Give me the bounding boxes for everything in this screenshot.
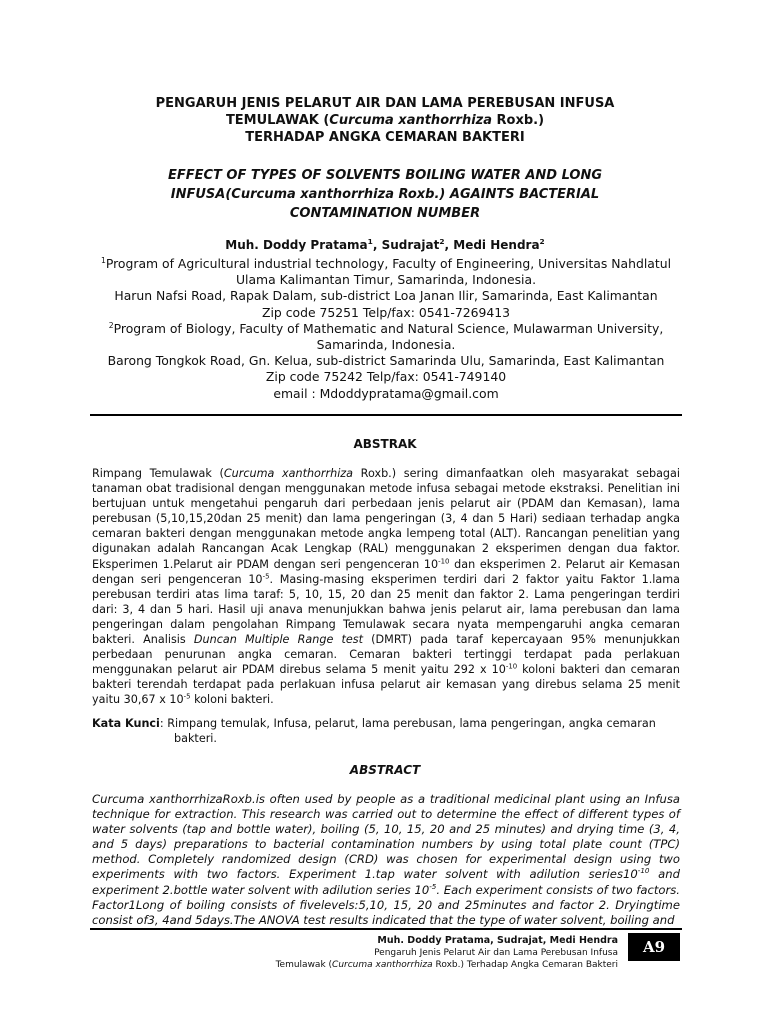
footer-line-3-pre: Temulawak ( [275,960,333,970]
title-line-2-post: Roxb.) [492,113,545,128]
abstrak-text-f: koloni bakteri dan cemaran bakteri terendah terdapat pada perlakuan infusa pelarut air kemasan yang direbus selama 25 menit yaitu 30,67 x 10 [92,663,680,707]
page-number-badge: A9 [628,933,680,961]
aff1-sup: 1 [100,255,106,265]
aff2-sup: 2 [108,320,114,330]
etitle-line-1: EFFECT OF TYPES OF SOLVENTS BOILING WATER AND LONG [167,168,603,183]
author-1-sup: 1 [367,237,373,246]
abstrak-text-a: Rimpang Temulawak ( [92,467,224,480]
aff2-line-4: Zip code 75242 Telp/fax: 0541-749140 [265,369,507,385]
abstrak-sup-2: -5 [262,571,270,580]
footer-line-3-post: Roxb.) Terhadap Angka Cemaran Bakteri [432,960,618,970]
running-footer [200,935,618,971]
aff1-line-2: Ulama Kalimantan Timur, Samarinda, Indonesia. [235,272,537,288]
abstrak-heading: ABSTRAK [353,437,417,451]
abstrak-paragraph [92,466,680,708]
abstract-text-c: . Each experiment consists of two factors. Factor1Long of boiling consists of fivelevels:5,10, 15, 20 and 25minutes and factor 2. Dryingtime consist of3, 4and 5days.The ANOVA test results indicated that the type of water solvent, boiling and [92,882,680,927]
paper-title-indonesian [90,95,680,146]
abstract-text-b: and experiment 2.bottle water solvent with adilution series 10 [92,867,680,897]
etitle-line-3: CONTAMINATION NUMBER [289,206,481,221]
footer-divider [90,928,682,930]
author-2-sup: 2 [439,237,445,246]
footer-species: Curcuma xanthorrhiza [332,960,433,970]
aff1-line-3: Harun Nafsi Road, Rapak Dalam, sub-district Loa Janan Ilir, Samarinda, East Kalimantan [114,288,658,304]
abstract-text-a: Curcuma xanthorrhizaRoxb.is often used by people as a traditional medicinal plant using an Infusa technique for extraction. This research was carried out to determine the effect of different types of water solvents (tap and bottle water), boiling (5, 10, 15, 20 and 25 minutes) and drying time (3, 4, and 5 days) preparations to bacterial contamination numbers by using total plate count (TPC) method. Completely randomized design (CRD) was chosen for experimental design using two experiments with two factors. Experiment 1.tap water solvent with adilution series10 [92,792,680,882]
header-divider [90,414,682,416]
abstract-paragraph [92,792,680,928]
abstrak-text-e: (DMRT) pada taraf kepercayaan 95% menunjukkan perbedaan penurunan angka cemaran. Cemaran bakteri tertinggi terdapat pada perlakuan menggunakan pelarut air PDAM direbus selama 5 menit yaitu 292 x 10 [92,633,680,677]
affiliations [88,256,684,402]
author-3: , Medi Hendra [444,238,540,252]
abstrak-sup-4: -5 [183,692,191,701]
abstrak-dmrt: Duncan Multiple Range test [193,633,363,647]
abstrak-text-d: . Masing-masing eksperimen terdiri dari 2 faktor yaitu Faktor 1.lama perebusan terdiri atas lima taraf: 5, 10, 15, 20 dan 25 menit dan faktor 2. Lama pengeringan terdiri dari: 3, 4 dan 5 hari. Hasil uji anava menunjukkan bahwa jenis pelarut air, lama perebusan dan lama pengeringan dalam pengolahan Rimpang Temulawak secara nyata mempengaruhi angka cemaran bakteri. Analisis [92,572,680,647]
author-3-sup: 2 [539,237,545,246]
footer-line-2: Pengaruh Jenis Pelarut Air dan Lama Perebusan Infusa [374,948,618,958]
aff1-line-4: Zip code 75251 Telp/fax: 0541-7269413 [261,304,511,320]
title-line-2-pre: TEMULAWAK ( [225,113,330,128]
aff2-line-3: Barong Tongkok Road, Gn. Kelua, sub-district Samarinda Ulu, Samarinda, East Kalimantan [107,353,665,369]
abstract-heading: ABSTRACT [349,763,421,777]
paper-title-english [90,166,680,223]
footer-line-3 [200,959,618,971]
abstract-sup-1: -10 [637,866,650,876]
title-line-2 [90,112,680,129]
title-line-3: TERHADAP ANGKA CEMARAN BAKTERI [245,130,525,145]
keywords-text: : Rimpang temulak, Infusa, pelarut, lama perebusan, lama pengeringan, angka cemaran [159,717,656,730]
title-species-name: Curcuma xanthorrhiza [329,113,492,128]
etitle-line-2: INFUSA(Curcuma xanthorrhiza Roxb.) AGAINTS BACTERIAL [170,187,600,202]
abstract-sup-2: -5 [429,881,437,891]
abstrak-text-g: koloni bakteri. [190,693,274,707]
abstrak-text-c: dan eksperimen 2. Pelarut air Kemasan dengan seri pengenceran 10 [92,557,680,586]
abstrak-sup-3: -10 [505,662,518,671]
footer-authors: Muh. Doddy Pratama, Sudrajat, Medi Hendra [377,935,618,946]
author-1: Muh. Doddy Pratama [225,238,368,252]
aff1-line-1 [88,256,684,272]
abstrak-species: Curcuma xanthorrhiza [223,467,354,480]
aff2-line-1 [88,321,684,337]
keywords [92,716,680,746]
keywords-label: Kata Kunci [92,717,160,730]
aff1-line-1-text: Program of Agricultural industrial technology, Faculty of Engineering, Universitas Nahdlatul [105,256,672,271]
keywords-line-2: bakteri. [174,732,217,745]
aff2-line-2: Samarinda, Indonesia. [316,337,456,353]
email: email : Mdoddypratama@gmail.com [273,385,499,401]
author-2: , Sudrajat [372,238,440,252]
author-list [90,238,680,252]
aff2-line-1-text: Program of Biology, Faculty of Mathematic and Natural Science, Mulawarman University, [113,320,664,336]
title-line-1: PENGARUH JENIS PELARUT AIR DAN LAMA PEREBUSAN INFUSA [155,96,615,111]
abstrak-text-b: Roxb.) sering dimanfaatkan oleh masyarakat sebagai tanaman obat tradisional dengan menggunakan metode infusa sebagai metode ekstraksi. Penelitian ini bertujuan untuk mengetahui pengaruh dari perbedaan jenis pelarut air (PDAM dan Kemasan), lama perebusan (5,10,15,20dan 25 menit) dan lama pengeringan (3, 4 dan 5 Hari) sediaan terhadap angka cemaran bakteri dengan menggunakan metode angka lempeng total (ALT). Rancangan penelitian yang digunakan adalah Rancangan Acak Lengkap (RAL) menggunakan 2 eksperimen dengan dua faktor. Eksperimen 1.Pelarut air PDAM dengan seri pengenceran 10 [92,467,680,571]
keywords-line-1 [92,716,680,731]
abstrak-sup-1: -10 [438,556,450,565]
